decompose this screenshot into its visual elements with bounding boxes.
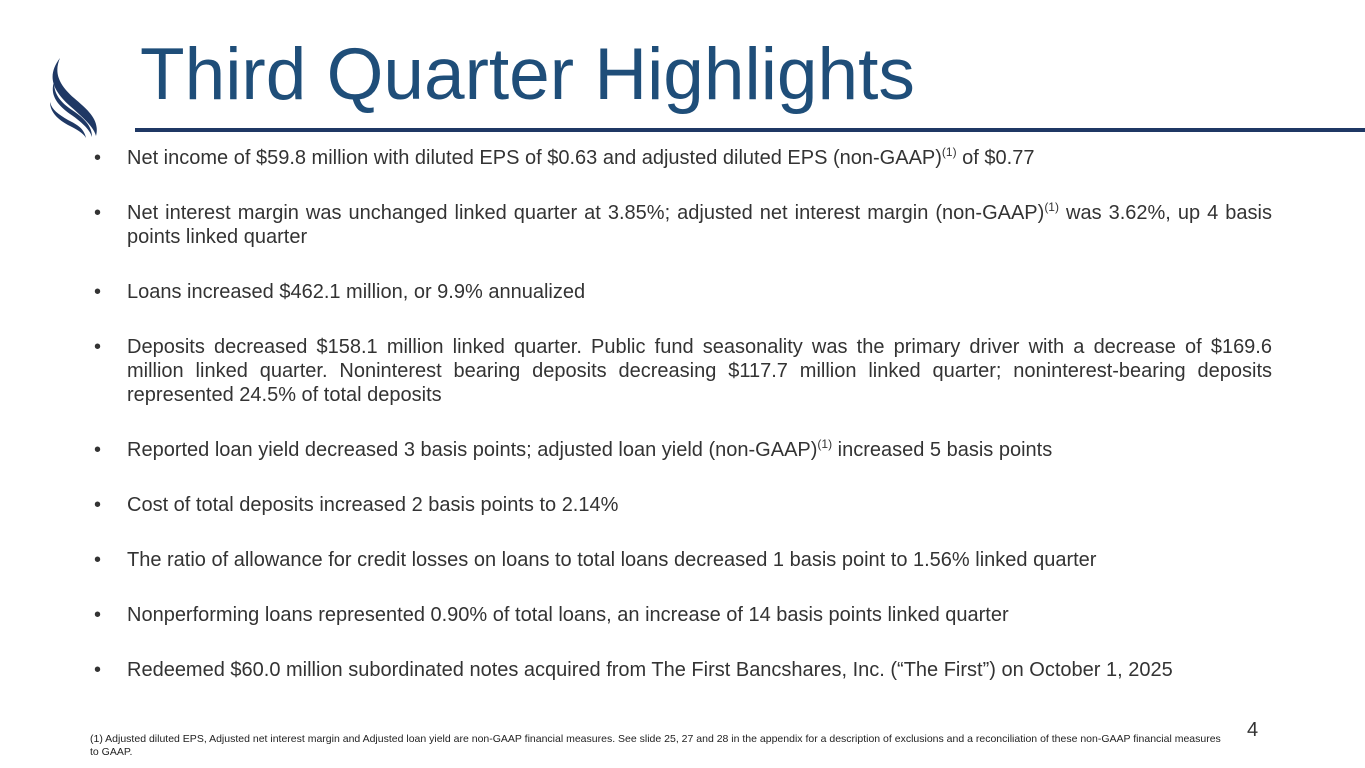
bullet-text: Loans increased $462.1 million, or 9.9% annualized xyxy=(127,281,586,303)
bullet-icon: • xyxy=(94,494,102,516)
footnote-ref: (1) xyxy=(1044,200,1059,214)
bullet-text: Net interest margin was unchanged linked quarter at 3.85%; adjusted net interest margin (non-GAAP) xyxy=(127,202,1045,224)
title-divider xyxy=(135,128,1365,132)
bullet-text: Nonperforming loans represented 0.90% of total loans, an increase of 14 basis points linked quarter xyxy=(127,604,1009,626)
list-item xyxy=(94,603,1272,627)
bullet-text: was 3.62%, up 4 basis points linked quarter xyxy=(127,202,1272,248)
bullet-text: The ratio of allowance for credit losses on loans to total loans decreased 1 basis point to 1.56% linked quarter xyxy=(127,549,1097,571)
highlights-list xyxy=(94,146,1272,682)
footnote-text: See slide 25, 27 and 28 in the appendix for a description of exclusions and a reconciliation of these non-GAAP financial measures to GAAP. xyxy=(90,733,1221,758)
bullet-text: increased 5 basis points xyxy=(832,439,1053,461)
flame-swoosh-logo-icon xyxy=(46,54,102,138)
list-item xyxy=(94,146,1272,170)
page-number: 4 xyxy=(1247,719,1259,741)
bullet-icon: • xyxy=(94,604,102,626)
footnote-ref: (1) xyxy=(817,437,833,451)
list-item xyxy=(94,335,1272,407)
bullet-icon: • xyxy=(94,281,102,303)
footnote xyxy=(90,733,1230,759)
bullet-icon: • xyxy=(94,549,102,571)
bullet-icon: • xyxy=(94,147,102,169)
bullet-text: Redeemed $60.0 million subordinated notes acquired from The First Bancshares, Inc. (“The First”) on October 1, 2025 xyxy=(127,659,1173,681)
footnote-marker: (1) Adjusted diluted EPS, Adjusted net interest margin and Adjusted loan yield are non-GAAP financial measures. xyxy=(90,733,616,745)
bullet-text: Cost of total deposits increased 2 basis points to 2.14% xyxy=(127,494,619,516)
bullet-text: Reported loan yield decreased 3 basis points; adjusted loan yield (non-GAAP) xyxy=(127,439,818,461)
bullet-text: of $0.77 xyxy=(956,147,1035,169)
bullet-icon: • xyxy=(94,336,102,358)
footnote-ref: (1) xyxy=(941,145,957,159)
list-item xyxy=(94,658,1272,682)
list-item xyxy=(94,280,1272,304)
list-item xyxy=(94,201,1272,249)
bullet-icon: • xyxy=(94,439,102,461)
list-item xyxy=(94,548,1272,572)
page-title: Third Quarter Highlights xyxy=(140,34,915,115)
list-item xyxy=(94,438,1272,462)
bullet-icon: • xyxy=(94,202,102,224)
bullet-text: Net income of $59.8 million with diluted EPS of $0.63 and adjusted diluted EPS (non-GAAP) xyxy=(127,147,942,169)
bullet-icon: • xyxy=(94,659,102,681)
list-item xyxy=(94,493,1272,517)
bullet-text: Deposits decreased $158.1 million linked quarter. Public fund seasonality was the primary driver with a decrease of $169.6 million linked quarter. Noninterest bearing deposits decreasing $117.7 million linked quarter; noninterest-bearing deposits represented 24.5% of total deposits xyxy=(127,336,1272,406)
